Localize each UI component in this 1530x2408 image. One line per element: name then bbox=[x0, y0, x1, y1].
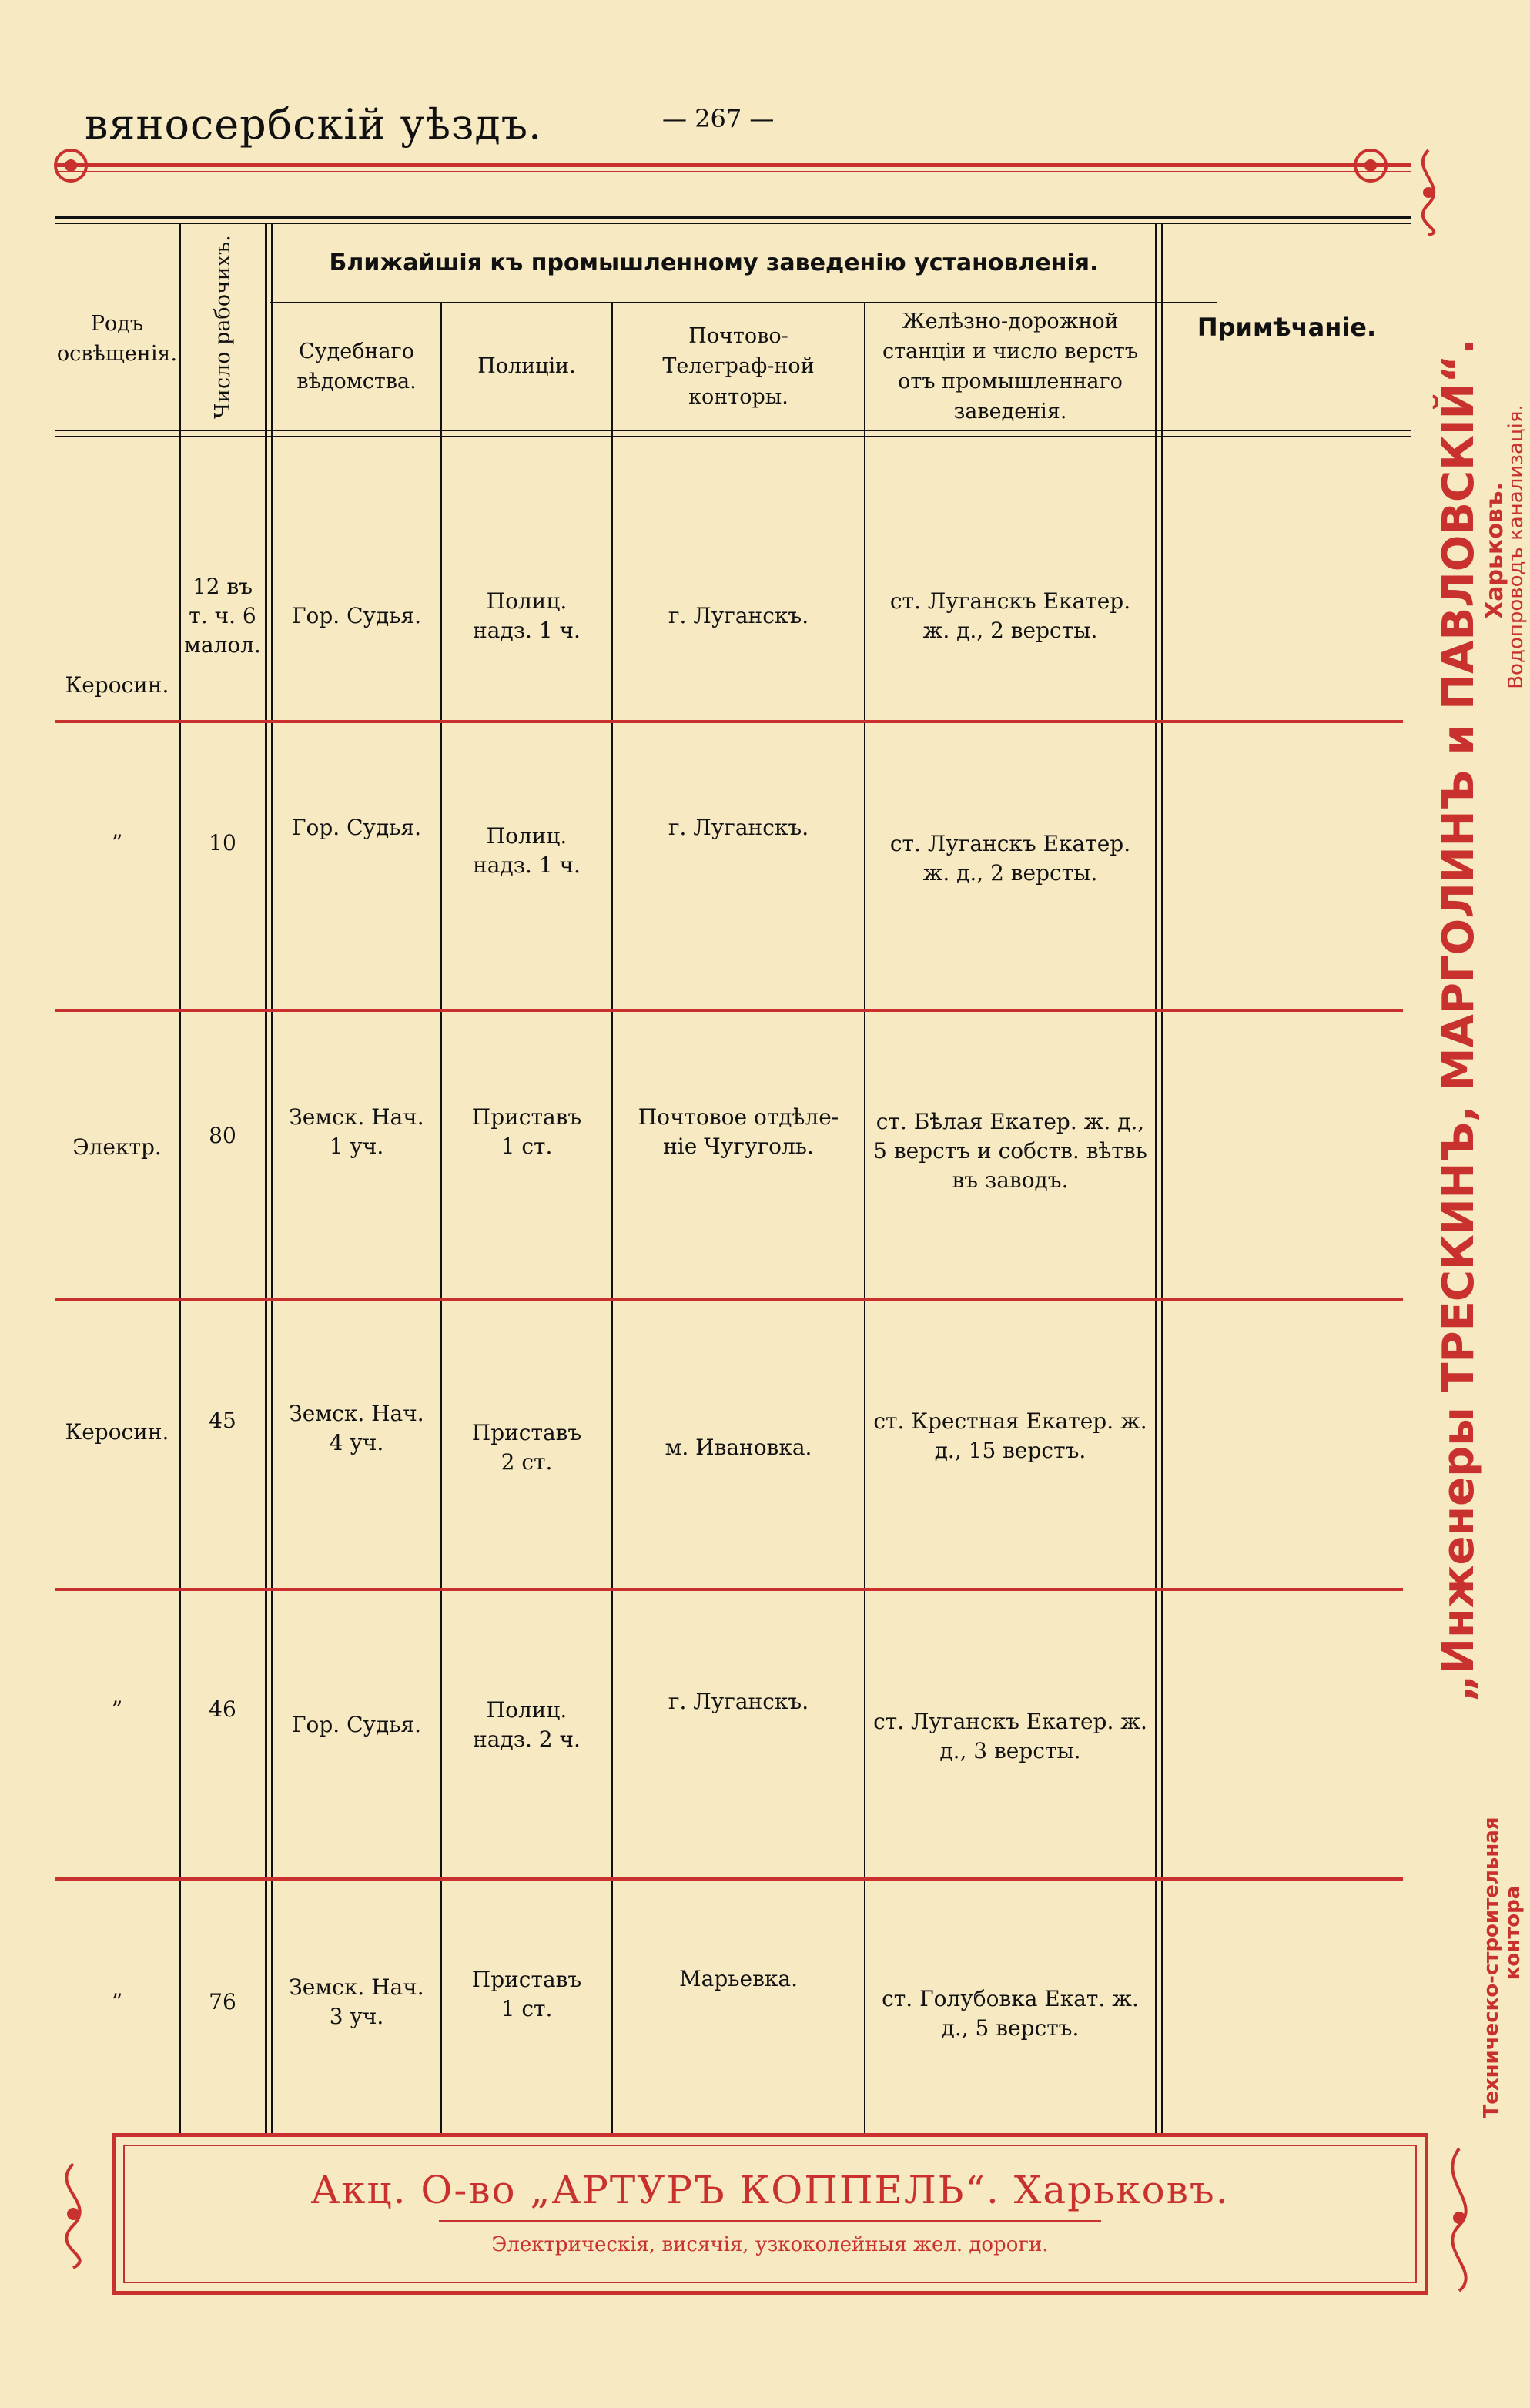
table-row-2-note bbox=[1163, 778, 1411, 878]
table-row-5-post: г. Луганскъ. bbox=[668, 1689, 809, 1715]
table-row-4-police: Приставъ 2 ст. bbox=[471, 1420, 582, 1475]
table-row-2-post: г. Луганскъ. bbox=[668, 815, 809, 841]
bottom-advertisement bbox=[112, 2133, 1428, 2295]
table-row-3-note bbox=[1163, 1086, 1411, 1178]
row-separator bbox=[55, 1877, 1403, 1881]
table-row-1-note bbox=[1163, 524, 1411, 708]
col-rule bbox=[271, 223, 273, 2133]
table-row-3-lighting: Электр. bbox=[72, 1134, 162, 1160]
header-judicial: Судебнаго вѣдомства. bbox=[296, 339, 417, 394]
table-row-6-lighting: ” bbox=[111, 1989, 123, 2015]
header-note: Примѣчаніе. bbox=[1197, 312, 1377, 342]
header-lighting: Родъ освѣщенія. bbox=[56, 311, 178, 366]
table-row-1-lighting: Керосин. bbox=[65, 672, 169, 698]
table-row-4-judicial: Земск. Нач. 4 уч. bbox=[289, 1401, 424, 1455]
table-row-6-note bbox=[1163, 1956, 1411, 2048]
side-ad-services: Водопроводъ канализація. bbox=[1505, 404, 1528, 689]
side-ad-office-line2: контора bbox=[1502, 1885, 1525, 1981]
table-top-rule bbox=[55, 216, 1411, 219]
table-row-2-police: Полиц. надз. 1 ч. bbox=[473, 823, 581, 878]
table-row-3-railway: ст. Бѣлая Екатер. ж. д., 5 верстъ и собств. вѣтвь въ заводъ. bbox=[873, 1109, 1147, 1193]
table-row-2-judicial: Гор. Судья. bbox=[291, 815, 422, 841]
row-separator bbox=[55, 1298, 1403, 1301]
header-group: Ближайшія къ промышленному заведенію установленія. bbox=[329, 250, 1099, 277]
side-ad-city: Харьковъ. bbox=[1481, 482, 1508, 619]
table-row-6-workers: 76 bbox=[209, 1989, 236, 2015]
table-row-5-judicial: Гор. Судья. bbox=[291, 1712, 422, 1738]
bottom-ad-subtitle: Электрическія, висячія, узкоколейныя жел. дороги. bbox=[491, 2233, 1049, 2256]
table-row-1-post: г. Луганскъ. bbox=[668, 603, 809, 629]
row-separator bbox=[55, 1588, 1403, 1591]
table-row-6-post: Марьевка. bbox=[679, 1966, 798, 1992]
header-bottom-rule bbox=[55, 430, 1411, 431]
table-row-4-post: м. Ивановка. bbox=[665, 1435, 812, 1461]
table-row-1-railway: ст. Луганскъ Екатер. ж. д., 2 версты. bbox=[889, 588, 1131, 643]
header-post: Почтово-Телеграф-ной конторы. bbox=[662, 324, 815, 409]
side-ad-office-line1: Техническо-строительная bbox=[1480, 1817, 1503, 2118]
bottom-ad-inner-frame bbox=[123, 2145, 1417, 2283]
table-row-6-police: Приставъ 1 ст. bbox=[471, 1967, 582, 2021]
table-row-4-note bbox=[1163, 1386, 1411, 1479]
bottom-ad-underline bbox=[439, 2220, 1101, 2222]
table-row-4-workers: 45 bbox=[209, 1408, 236, 1434]
col-rule bbox=[1161, 223, 1163, 2133]
table-row-4-lighting: Керосин. bbox=[65, 1419, 169, 1445]
bottom-ad-company: Акц. О-во „АРТУРЪ КОППЕЛЬ“. Харьковъ. bbox=[310, 2168, 1230, 2212]
header-railway: Желѣзно-дорожной станціи и число верстъ отъ промышленнаго заведенія. bbox=[882, 309, 1138, 424]
row-separator bbox=[55, 720, 1403, 723]
header-bottom-rule-2 bbox=[55, 436, 1411, 437]
col-rule bbox=[265, 223, 267, 2133]
scroll-ornament-icon bbox=[48, 142, 94, 189]
scroll-ornament-icon bbox=[1348, 142, 1394, 189]
table-row-5-workers: 46 bbox=[209, 1696, 236, 1723]
table-row-3-post: Почтовое отдѣле-ніе Чугуголь. bbox=[638, 1104, 839, 1159]
table-row-1-workers: 12 въ т. ч. 6 малол. bbox=[184, 574, 261, 658]
header-rule bbox=[55, 163, 1411, 167]
table-top-rule-thin bbox=[55, 223, 1411, 224]
page-number: — 267 — bbox=[662, 104, 775, 133]
row-separator bbox=[55, 1009, 1403, 1012]
header-police: Полиціи. bbox=[477, 354, 576, 379]
header-workers-label: Число рабочихъ. bbox=[210, 235, 235, 420]
side-ad-company: „Инженеры ТРЕСКИНЪ, МАРГОЛИНЪ и ПАВЛОВСКІЙ“. bbox=[1434, 338, 1484, 1703]
table-row-2-workers: 10 bbox=[209, 830, 236, 856]
table-row-5-police: Полиц. надз. 2 ч. bbox=[473, 1697, 581, 1752]
table-row-6-railway: ст. Голубовка Екат. ж. д., 5 верстъ. bbox=[882, 1986, 1139, 2041]
table-row-2-lighting: ” bbox=[111, 830, 123, 856]
table-row-5-railway: ст. Луганскъ Екатер. ж. д., 3 версты. bbox=[873, 1709, 1147, 1763]
fleuron-icon bbox=[39, 2156, 108, 2272]
col-rule bbox=[179, 223, 181, 2133]
table-row-2-railway: ст. Луганскъ Екатер. ж. д., 2 версты. bbox=[889, 831, 1131, 886]
fleuron-icon bbox=[1425, 2141, 1494, 2295]
table-row-3-workers: 80 bbox=[209, 1123, 236, 1149]
table-row-3-judicial: Земск. Нач. 1 уч. bbox=[289, 1104, 424, 1159]
table-row-1-judicial: Гор. Судья. bbox=[291, 603, 422, 629]
industrial-table bbox=[55, 216, 1411, 2133]
table-row-6-judicial: Земск. Нач. 3 уч. bbox=[289, 1974, 424, 2029]
side-advertisement bbox=[1425, 154, 1528, 2118]
table-row-5-note bbox=[1163, 1679, 1411, 1771]
table-row-1-police: Полиц. надз. 1 ч. bbox=[473, 588, 581, 643]
table-row-5-lighting: ” bbox=[111, 1696, 123, 1723]
header-workers bbox=[180, 225, 265, 430]
table-row-4-railway: ст. Крестная Екатер. ж. д., 15 верстъ. bbox=[873, 1408, 1147, 1463]
header-rule-thin bbox=[55, 171, 1411, 172]
col-rule bbox=[1155, 223, 1157, 2133]
page-title: вяносербскій уѣздъ. bbox=[85, 100, 543, 149]
table-row-3-police: Приставъ 1 ст. bbox=[471, 1104, 582, 1159]
